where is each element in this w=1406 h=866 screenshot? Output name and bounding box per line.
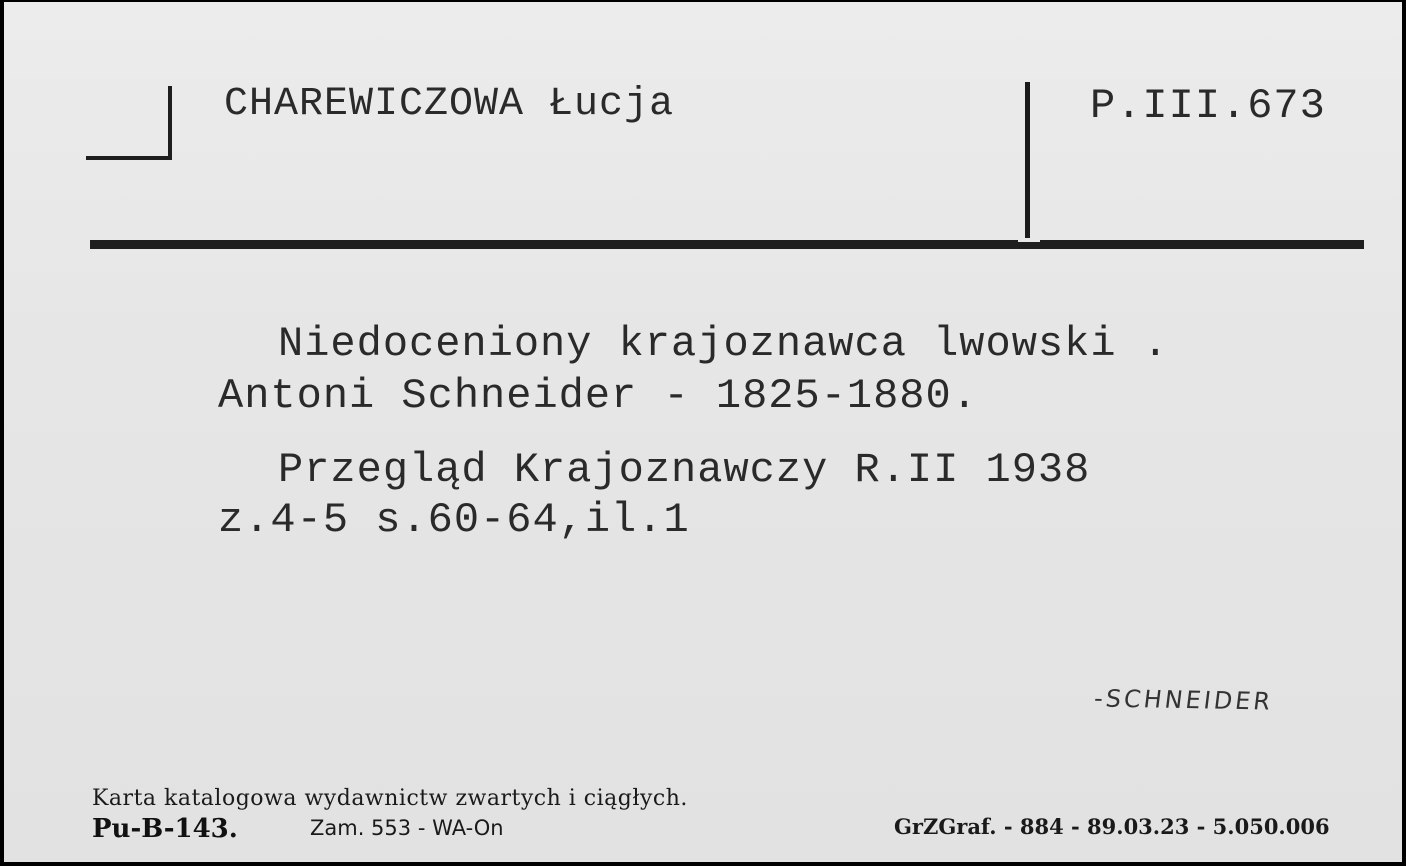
author-heading: CHAREWICZOWA Łucja bbox=[224, 82, 675, 127]
rule-gap bbox=[1018, 238, 1040, 242]
printer-imprint: GrZGraf. - 884 - 89.03.23 - 5.050.006 bbox=[894, 814, 1330, 839]
form-code: Pu-B-143. bbox=[92, 814, 238, 844]
vertical-divider bbox=[1025, 82, 1030, 244]
title-line-1: Niedoceniony krajoznawca lwowski . bbox=[278, 320, 1169, 368]
corner-mark bbox=[86, 156, 168, 160]
title-line-2: Antoni Schneider - 1825-1880. bbox=[218, 372, 978, 420]
horizontal-rule bbox=[90, 240, 1364, 249]
catalog-card bbox=[4, 2, 1402, 862]
source-line-2: z.4-5 s.60-64,il.1 bbox=[218, 496, 690, 544]
form-order-number: Zam. 553 - WA-On bbox=[310, 816, 504, 840]
corner-mark-vertical bbox=[168, 86, 172, 160]
handwritten-subject-note: -SCHNEIDER bbox=[1092, 684, 1275, 716]
form-title: Karta katalogowa wydawnictw zwartych i ciągłych. bbox=[92, 786, 688, 811]
source-line-1: Przegląd Krajoznawczy R.II 1938 bbox=[278, 446, 1091, 494]
call-number: P.III.673 bbox=[1090, 82, 1326, 130]
